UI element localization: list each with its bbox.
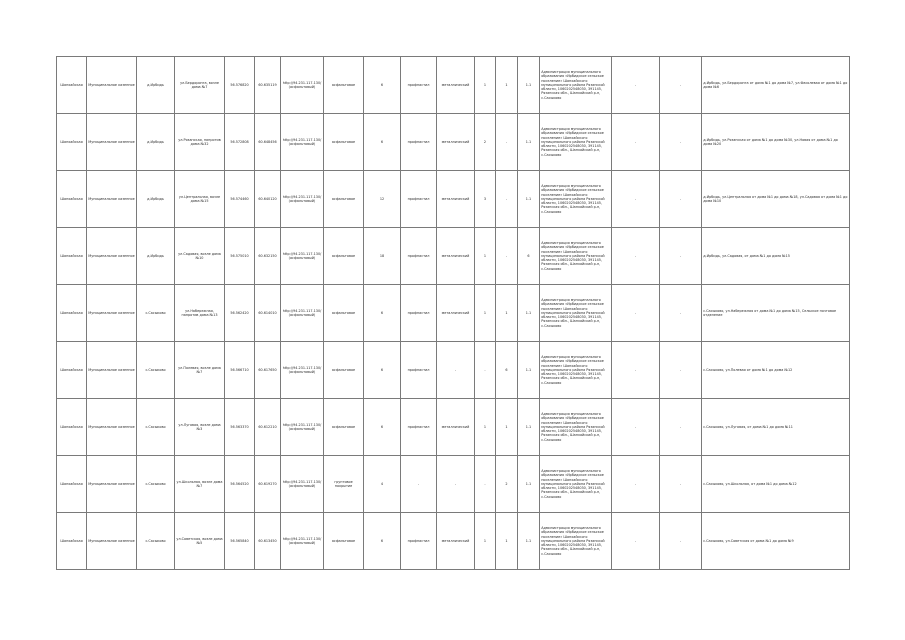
owner-cell: Муниципальное казенное xyxy=(87,399,137,456)
surface-cell: асфальтовое xyxy=(324,114,364,171)
organization-cell: Администрация муниципального образования «Ирбидское сельское поселение» Шанхайского муниципального района Рязанской области, 1060202548030, 391145, Рязанская обл., Шанхайский р-н, с.Сасыково xyxy=(540,399,612,456)
material-cell: - xyxy=(437,342,475,399)
fence-cell: профнастил xyxy=(401,399,437,456)
empty-cell-a: - xyxy=(612,456,660,513)
empty-cell-b: - xyxy=(660,456,702,513)
empty-cell-b: - xyxy=(660,513,702,570)
fence-cell: профнастил xyxy=(401,228,437,285)
owner-cell: Муниципальное казенное xyxy=(87,456,137,513)
latitude-cell: 56.572808 xyxy=(225,114,255,171)
owner-cell: Муниципальное казенное xyxy=(87,171,137,228)
address-cell: ул.Набережная, напротив дома №13 xyxy=(175,285,225,342)
address-cell: ул.Советская, возле дома №5 xyxy=(175,513,225,570)
settlement-cell: с.Сасыково xyxy=(137,456,175,513)
area-cell: 6 xyxy=(364,114,401,171)
settlement-cell: д.Ирбидь xyxy=(137,57,175,114)
served-area-cell: с.Сасыково, ул.Школьная, от дома №1 до дома №12 xyxy=(702,456,850,513)
volume-cell: 1.1 xyxy=(518,456,540,513)
longitude-cell: 60.619270 xyxy=(255,456,281,513)
empty-cell-b: - xyxy=(660,228,702,285)
table-body xyxy=(57,57,850,570)
served-area-cell: д.Ирбидь, ул.Бердоронга от дома №1 до дома №7, ул.Фасолевая от дома №1 до дома №6 xyxy=(702,57,850,114)
empty-cell-a: - xyxy=(612,399,660,456)
served-area-cell: с.Сасыково, ул.Полевая от дома №1 до дома №12 xyxy=(702,342,850,399)
longitude-cell: 60.614010 xyxy=(255,285,281,342)
count2-cell: - xyxy=(496,228,518,285)
district-cell: Шанхайская xyxy=(57,342,87,399)
owner-cell: Муниципальное казенное xyxy=(87,228,137,285)
link-cell: http://94.231.117.130/ (асфальтовый) xyxy=(281,513,324,570)
link-cell: http://94.231.117.130/ (асфальтовый) xyxy=(281,114,324,171)
material-cell: - xyxy=(437,456,475,513)
organization-cell: Администрация муниципального образования «Ирбидское сельское поселение» Шанхайского муниципального района Рязанской области, 1060202548030, 391145, Рязанская обл., Шанхайский р-н, с.Сасыково xyxy=(540,114,612,171)
owner-cell: Муниципальное казенное xyxy=(87,285,137,342)
district-cell: Шанхайская xyxy=(57,57,87,114)
count-cell: 2 xyxy=(475,114,496,171)
area-cell: 6 xyxy=(364,342,401,399)
latitude-cell: 56.563370 xyxy=(225,399,255,456)
settlement-cell: с.Сасыково xyxy=(137,342,175,399)
served-area-cell: с.Сасыково, ул.Луговая, от дома №1 до дома №11 xyxy=(702,399,850,456)
empty-cell-a: - xyxy=(612,114,660,171)
material-cell: металлический xyxy=(437,57,475,114)
count-cell: 3 xyxy=(475,171,496,228)
address-cell: ул.Полевая, возле дома №7 xyxy=(175,342,225,399)
longitude-cell: 60.613450 xyxy=(255,513,281,570)
latitude-cell: 56.574460 xyxy=(225,171,255,228)
link-cell: http://94.231.117.130/ (асфальтовый) xyxy=(281,399,324,456)
empty-cell-a: - xyxy=(612,57,660,114)
count2-cell: 2 xyxy=(496,456,518,513)
empty-cell-b: - xyxy=(660,171,702,228)
volume-cell: 1.1 xyxy=(518,171,540,228)
area-cell: 6 xyxy=(364,513,401,570)
count2-cell: 1 xyxy=(496,513,518,570)
longitude-cell: 60.612210 xyxy=(255,399,281,456)
latitude-cell: 56.566710 xyxy=(225,342,255,399)
count-cell: 1 xyxy=(475,228,496,285)
fence-cell: профнастил xyxy=(401,171,437,228)
surface-cell: асфальтовое xyxy=(324,513,364,570)
surface-cell: асфальтовое xyxy=(324,285,364,342)
settlement-cell: с.Сасыково xyxy=(137,285,175,342)
volume-cell: 6 xyxy=(518,228,540,285)
volume-cell: 1.1 xyxy=(518,399,540,456)
volume-cell: 1.1 xyxy=(518,57,540,114)
empty-cell-a: - xyxy=(612,342,660,399)
area-cell: 6 xyxy=(364,57,401,114)
owner-cell: Муниципальное казенное xyxy=(87,57,137,114)
district-cell: Шанхайская xyxy=(57,171,87,228)
surface-cell: грунтовое покрытие xyxy=(324,456,364,513)
district-cell: Шанхайская xyxy=(57,285,87,342)
longitude-cell: 60.648456 xyxy=(255,114,281,171)
organization-cell: Администрация муниципального образования «Ирбидское сельское поселение» Шанхайского муниципального района Рязанской области, 1060202548030, 391145, Рязанская обл., Шанхайский р-н, с.Сасыково xyxy=(540,171,612,228)
table-row xyxy=(57,456,850,513)
organization-cell: Администрация муниципального образования «Ирбидское сельское поселение» Шанхайского муниципального района Рязанской области, 1060202548030, 391145, Рязанская обл., Шанхайский р-н, с.Сасыково xyxy=(540,456,612,513)
address-cell: ул.Центральная, возле дома №15 xyxy=(175,171,225,228)
owner-cell: Муниципальное казенное xyxy=(87,342,137,399)
district-cell: Шанхайская xyxy=(57,228,87,285)
table-row xyxy=(57,114,850,171)
surface-cell: асфальтовое xyxy=(324,399,364,456)
volume-cell: 1.1 xyxy=(518,342,540,399)
area-cell: 12 xyxy=(364,171,401,228)
count2-cell: 6 xyxy=(496,342,518,399)
material-cell: металлический xyxy=(437,228,475,285)
volume-cell: 1.1 xyxy=(518,285,540,342)
volume-cell: 1.1 xyxy=(518,114,540,171)
organization-cell: Администрация муниципального образования «Ирбидское сельское поселение» Шанхайского муниципального района Рязанской области, 1060202548030, 391145, Рязанская обл., Шанхайский р-н, с.Сасыково xyxy=(540,513,612,570)
link-cell: http://94.231.117.130/ (асфальтовый) xyxy=(281,456,324,513)
registry-table xyxy=(56,56,850,570)
link-cell: http://94.231.117.130/ (асфальтовый) xyxy=(281,342,324,399)
material-cell: металлический xyxy=(437,399,475,456)
district-cell: Шанхайская xyxy=(57,513,87,570)
settlement-cell: д.Ирбидь xyxy=(137,114,175,171)
longitude-cell: 60.617650 xyxy=(255,342,281,399)
served-area-cell: д.Ирбидь, ул.Рязанская от дома №1 до дома №30, ул.Новая от дома №1 до дома №20 xyxy=(702,114,850,171)
address-cell: ул.Рязанская, напротив дома №32 xyxy=(175,114,225,171)
area-cell: 4 xyxy=(364,456,401,513)
area-cell: 6 xyxy=(364,399,401,456)
surface-cell: асфальтовое xyxy=(324,342,364,399)
settlement-cell: с.Сасыково xyxy=(137,513,175,570)
count2-cell: 1 xyxy=(496,285,518,342)
settlement-cell: д.Ирбидь xyxy=(137,171,175,228)
surface-cell: асфальтовое xyxy=(324,57,364,114)
count2-cell: - xyxy=(496,171,518,228)
settlement-cell: с.Сасыково xyxy=(137,399,175,456)
empty-cell-a: - xyxy=(612,285,660,342)
organization-cell: Администрация муниципального образования «Ирбидское сельское поселение» Шанхайского муниципального района Рязанской области, 1060202548030, 391145, Рязанская обл., Шанхайский р-н, с.Сасыково xyxy=(540,342,612,399)
material-cell: металлический xyxy=(437,285,475,342)
surface-cell: асфальтовое xyxy=(324,171,364,228)
table-row xyxy=(57,171,850,228)
count2-cell: - xyxy=(496,114,518,171)
table-row xyxy=(57,342,850,399)
latitude-cell: 56.564520 xyxy=(225,456,255,513)
empty-cell-a: - xyxy=(612,228,660,285)
longitude-cell: 60.640120 xyxy=(255,171,281,228)
address-cell: ул.Бердоронга, возле дома №7 xyxy=(175,57,225,114)
count-cell: 1 xyxy=(475,399,496,456)
organization-cell: Администрация муниципального образования «Ирбидское сельское поселение» Шанхайского муниципального района Рязанской области, 1060202548030, 391145, Рязанская обл., Шанхайский р-н, с.Сасыково xyxy=(540,285,612,342)
fence-cell: - xyxy=(401,456,437,513)
district-cell: Шанхайская xyxy=(57,399,87,456)
empty-cell-b: - xyxy=(660,399,702,456)
district-cell: Шанхайская xyxy=(57,456,87,513)
link-cell: http://94.231.117.130/ (асфальтовый) xyxy=(281,228,324,285)
settlement-cell: д.Ирбидь xyxy=(137,228,175,285)
served-area-cell: д.Ирбидь, ул.Центральная от дома №1 до дома №18, ул.Садовая от дома №1 до дома №10 xyxy=(702,171,850,228)
link-cell: http://94.231.117.130/ (асфальтовый) xyxy=(281,171,324,228)
owner-cell: Муниципальное казенное xyxy=(87,513,137,570)
fence-cell: профнастил xyxy=(401,57,437,114)
area-cell: 18 xyxy=(364,228,401,285)
fence-cell: профнастил xyxy=(401,342,437,399)
link-cell: http://94.231.117.130/ (асфальтовый) xyxy=(281,57,324,114)
latitude-cell: 56.562420 xyxy=(225,285,255,342)
count-cell: - xyxy=(475,342,496,399)
table-row xyxy=(57,513,850,570)
fence-cell: профнастил xyxy=(401,285,437,342)
surface-cell: асфальтовое xyxy=(324,228,364,285)
served-area-cell: с.Сасыково, ул.Набережная от дома №1 до дома №15, Сельское почтовое отделение xyxy=(702,285,850,342)
count-cell: 1 xyxy=(475,57,496,114)
fence-cell: профнастил xyxy=(401,513,437,570)
table-row xyxy=(57,57,850,114)
address-cell: ул.Школьная, возле дома №7 xyxy=(175,456,225,513)
served-area-cell: д.Ирбидь, ул.Садовая, от дома №1 до дома №15 xyxy=(702,228,850,285)
material-cell: металлический xyxy=(437,171,475,228)
longitude-cell: 60.632150 xyxy=(255,228,281,285)
fence-cell: профнастил xyxy=(401,114,437,171)
latitude-cell: 56.565840 xyxy=(225,513,255,570)
table-row xyxy=(57,285,850,342)
count-cell: 1 xyxy=(475,285,496,342)
latitude-cell: 56.576820 xyxy=(225,57,255,114)
latitude-cell: 56.575010 xyxy=(225,228,255,285)
empty-cell-b: - xyxy=(660,342,702,399)
area-cell: 6 xyxy=(364,285,401,342)
table-row xyxy=(57,399,850,456)
material-cell: металлический xyxy=(437,114,475,171)
material-cell: металлический xyxy=(437,513,475,570)
empty-cell-b: - xyxy=(660,285,702,342)
organization-cell: Администрация муниципального образования «Ирбидское сельское поселение» Шанхайского муниципального района Рязанской области, 1060202548030, 391145, Рязанская обл., Шанхайский р-н, с.Сасыково xyxy=(540,57,612,114)
count-cell: 1 xyxy=(475,513,496,570)
count2-cell: 1 xyxy=(496,399,518,456)
district-cell: Шанхайская xyxy=(57,114,87,171)
empty-cell-b: - xyxy=(660,57,702,114)
organization-cell: Администрация муниципального образования «Ирбидское сельское поселение» Шанхайского муниципального района Рязанской области, 1060202548030, 391145, Рязанская обл., Шанхайский р-н, с.Сасыково xyxy=(540,228,612,285)
address-cell: ул.Луговая, возле дома №3 xyxy=(175,399,225,456)
owner-cell: Муниципальное казенное xyxy=(87,114,137,171)
address-cell: ул.Садовая, возле дома №10 xyxy=(175,228,225,285)
link-cell: http://94.231.117.130/ (асфальтовый) xyxy=(281,285,324,342)
count-cell: - xyxy=(475,456,496,513)
empty-cell-b: - xyxy=(660,114,702,171)
longitude-cell: 60.635119 xyxy=(255,57,281,114)
served-area-cell: с.Сасыково, ул.Советская от дома №1 до дома №9 xyxy=(702,513,850,570)
empty-cell-a: - xyxy=(612,171,660,228)
volume-cell: 1.1 xyxy=(518,513,540,570)
count2-cell: 1 xyxy=(496,57,518,114)
empty-cell-a: - xyxy=(612,513,660,570)
table-row xyxy=(57,228,850,285)
